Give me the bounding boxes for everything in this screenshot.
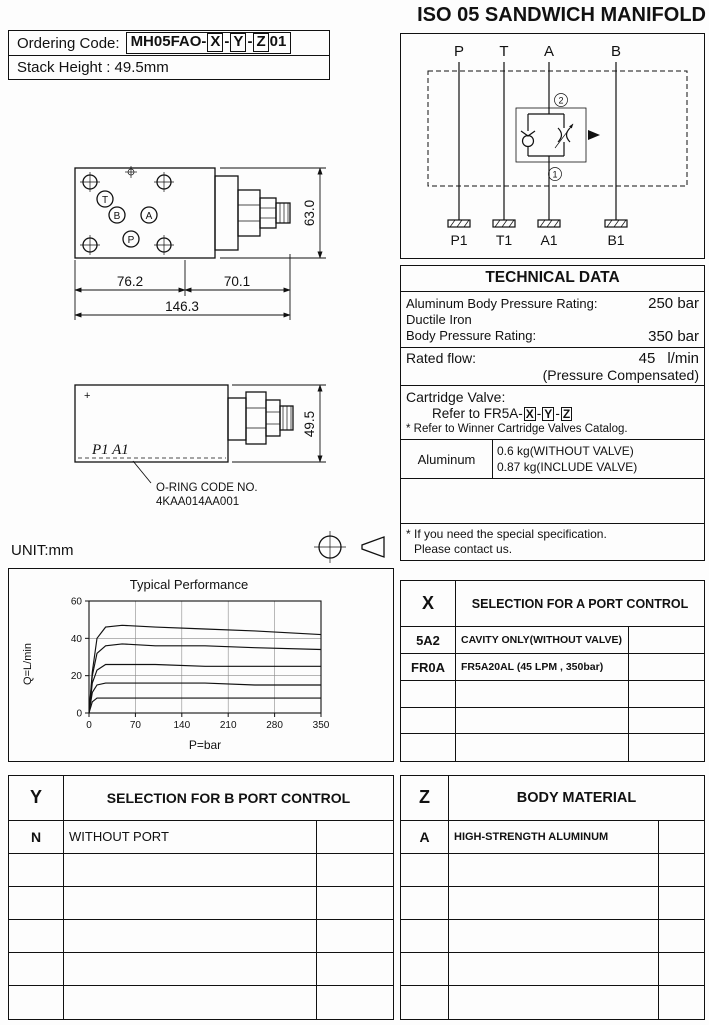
rated-flow-value: 45 l/min xyxy=(638,349,699,367)
technical-data-title: TECHNICAL DATA xyxy=(401,266,704,292)
svg-text:T: T xyxy=(101,195,109,206)
svg-text:140: 140 xyxy=(173,720,191,731)
selection-y-header xyxy=(9,776,393,821)
cartridge-valve-row xyxy=(401,386,704,440)
schematic-port-p: P xyxy=(453,43,465,60)
table-row-empty xyxy=(401,887,704,920)
flow-direction-arrow-icon xyxy=(588,130,600,140)
port-symbol-icon xyxy=(538,220,560,227)
schematic-port-a1: A1 xyxy=(540,232,558,248)
table-row-empty xyxy=(9,986,393,1019)
aluminum-rating-value: 250 bar xyxy=(648,295,699,312)
aluminum-rating-row xyxy=(401,292,704,312)
technical-drawing xyxy=(8,58,395,563)
selection-z-table xyxy=(400,775,705,1020)
port-b xyxy=(109,207,125,223)
svg-text:B: B xyxy=(113,211,121,222)
ordering-code-label: Ordering Code: xyxy=(17,34,120,52)
code-dash1: - xyxy=(224,33,230,51)
chart-series-setting-8-lpm xyxy=(89,698,321,713)
weight-table-empty-row xyxy=(401,479,704,523)
code-dash2: - xyxy=(247,33,253,51)
schematic-port-t: T xyxy=(499,43,509,60)
table-row-empty xyxy=(401,854,704,887)
projection-symbol-icon xyxy=(314,531,384,563)
svg-text:P: P xyxy=(127,235,135,246)
code-y-box: Y xyxy=(230,33,246,52)
table-row-empty xyxy=(9,920,393,953)
iron-rating-row xyxy=(401,312,704,348)
page-title: ISO 05 SANDWICH MANIFOLD xyxy=(417,4,706,26)
chart-y-axis-label: Q=L/min xyxy=(22,643,34,685)
manifold-top-view xyxy=(75,166,326,320)
svg-text:60: 60 xyxy=(70,596,82,608)
cartridge-z-box: Z xyxy=(562,406,571,421)
stack-height-label: Stack Height : 49.5mm xyxy=(17,59,169,76)
dim-70-1: 70.1 xyxy=(223,274,251,289)
manifold-side-view xyxy=(75,385,326,508)
rated-flow-row xyxy=(401,348,704,386)
selection-y-key: Y xyxy=(9,776,64,820)
table-row xyxy=(401,627,704,654)
performance-chart-panel xyxy=(8,568,394,762)
special-spec-line2: Please contact us. xyxy=(414,542,513,557)
schematic-port-a: A xyxy=(543,43,555,60)
svg-text:40: 40 xyxy=(70,633,82,645)
selection-z-key: Z xyxy=(401,776,449,820)
table-row-empty xyxy=(9,887,393,920)
ordering-code-row xyxy=(9,31,329,56)
special-spec-note xyxy=(401,524,704,560)
aluminum-rating-label: Aluminum Body Pressure Rating: xyxy=(406,296,598,311)
schematic-port-p1: P1 xyxy=(450,232,468,248)
cartridge-valve-label: Cartridge Valve: xyxy=(406,388,506,405)
port-p xyxy=(123,231,139,247)
weight-material-cell: Aluminum xyxy=(401,440,493,478)
selection-z-title: BODY MATERIAL xyxy=(516,789,637,806)
dim-63-0: 63.0 xyxy=(302,199,317,227)
dim-146-3: 146.3 xyxy=(165,299,199,314)
iron-rating-value: 350 bar xyxy=(648,327,699,345)
weight-table xyxy=(401,439,704,479)
dim-49-5: 49.5 xyxy=(302,410,317,438)
selection-x-table xyxy=(400,580,705,762)
svg-text:280: 280 xyxy=(266,720,283,731)
chart-title: Typical Performance xyxy=(129,577,249,592)
option-tail-cell xyxy=(629,654,704,680)
node-2-label: 2 xyxy=(558,95,564,106)
technical-data-panel xyxy=(400,265,705,561)
svg-text:A: A xyxy=(145,211,153,222)
option-description: FR5A20AL (45 LPM , 350bar) xyxy=(456,654,629,680)
flow-control-valve xyxy=(516,94,600,181)
option-code: FR0A xyxy=(401,654,456,680)
option-tail-cell xyxy=(317,821,393,853)
cartridge-y-box: Y xyxy=(544,406,553,421)
svg-text:0: 0 xyxy=(86,720,92,731)
oring-note-line1: O-RING CODE NO. xyxy=(156,482,258,494)
schematic-port-b1: B1 xyxy=(607,232,625,248)
option-code: A xyxy=(401,821,449,853)
dim-76-2: 76.2 xyxy=(116,274,144,289)
chart-series-setting-35-lpm xyxy=(89,644,321,713)
selection-z-header xyxy=(401,776,704,821)
option-tail-cell xyxy=(659,821,704,853)
selection-x-header xyxy=(401,581,704,627)
table-row-empty xyxy=(401,734,704,761)
special-spec-line1: * If you need the special specification. xyxy=(406,526,607,541)
table-row-empty xyxy=(401,681,704,708)
port-symbol-icon xyxy=(605,220,627,227)
cartridge-x-box: X xyxy=(525,406,534,421)
selection-x-key: X xyxy=(401,581,456,626)
table-row xyxy=(401,821,704,854)
hydraulic-schematic xyxy=(401,34,703,257)
weight-values-cell xyxy=(493,440,704,478)
node-1-label: 1 xyxy=(552,169,558,180)
chart-series-setting-25-lpm xyxy=(89,665,321,714)
iron-rating-label-2: Body Pressure Rating: xyxy=(406,328,537,344)
side-port-label: P1 A1 xyxy=(92,442,129,458)
iron-rating-label-1: Ductile Iron xyxy=(406,312,472,327)
option-code: N xyxy=(9,821,64,853)
svg-text:20: 20 xyxy=(70,671,82,683)
rated-flow-label: Rated flow: xyxy=(406,349,477,366)
ordering-code-value xyxy=(126,32,292,54)
port-symbol-icon xyxy=(493,220,515,227)
svg-text:0: 0 xyxy=(76,708,82,720)
option-description: HIGH-STRENGTH ALUMINUM xyxy=(449,821,659,853)
svg-text:350: 350 xyxy=(312,720,330,731)
table-row-empty xyxy=(9,854,393,887)
schematic-port-t1: T1 xyxy=(495,232,513,248)
cartridge-note: * Refer to Winner Cartridge Valves Catalog. xyxy=(406,423,628,436)
flow-note: (Pressure Compensated) xyxy=(542,366,699,383)
hydraulic-schematic-panel xyxy=(400,33,705,259)
weight-include-valve: 0.87 kg(INCLUDE VALVE) xyxy=(497,460,638,475)
oring-note-line2: 4KAA014AA001 xyxy=(156,496,240,508)
port-symbol-icon xyxy=(448,220,470,227)
selection-y-title: SELECTION FOR B PORT CONTROL xyxy=(106,789,351,806)
table-row xyxy=(401,654,704,681)
svg-text:70: 70 xyxy=(129,720,141,731)
svg-text:210: 210 xyxy=(219,720,237,731)
port-a xyxy=(141,207,157,223)
schematic-port-b: B xyxy=(610,43,622,60)
option-description: CAVITY ONLY(WITHOUT VALVE) xyxy=(456,627,629,653)
code-suffix: 01 xyxy=(269,33,287,51)
table-row-empty xyxy=(401,986,704,1019)
code-z-box: Z xyxy=(253,33,268,52)
chart-x-axis-label: P=bar xyxy=(188,738,222,752)
option-description: WITHOUT PORT xyxy=(64,821,317,853)
code-prefix: MH05FAO- xyxy=(130,33,207,51)
selection-x-title: SELECTION FOR A PORT CONTROL xyxy=(471,596,689,611)
table-row-empty xyxy=(401,953,704,986)
unit-label: UNIT:mm xyxy=(11,542,74,559)
table-row xyxy=(9,821,393,854)
table-row-empty xyxy=(9,953,393,986)
table-row-empty xyxy=(401,708,704,735)
performance-chart xyxy=(9,569,392,759)
option-tail-cell xyxy=(629,627,704,653)
plus-mark: + xyxy=(84,390,91,402)
selection-y-table xyxy=(8,775,394,1020)
table-row-empty xyxy=(401,920,704,953)
port-t xyxy=(97,191,113,207)
cartridge-reference: Refer to FR5A- X - Y - Z xyxy=(432,405,571,421)
weight-without-valve: 0.6 kg(WITHOUT VALVE) xyxy=(497,444,634,459)
option-code: 5A2 xyxy=(401,627,456,653)
code-x-box: X xyxy=(207,33,223,52)
